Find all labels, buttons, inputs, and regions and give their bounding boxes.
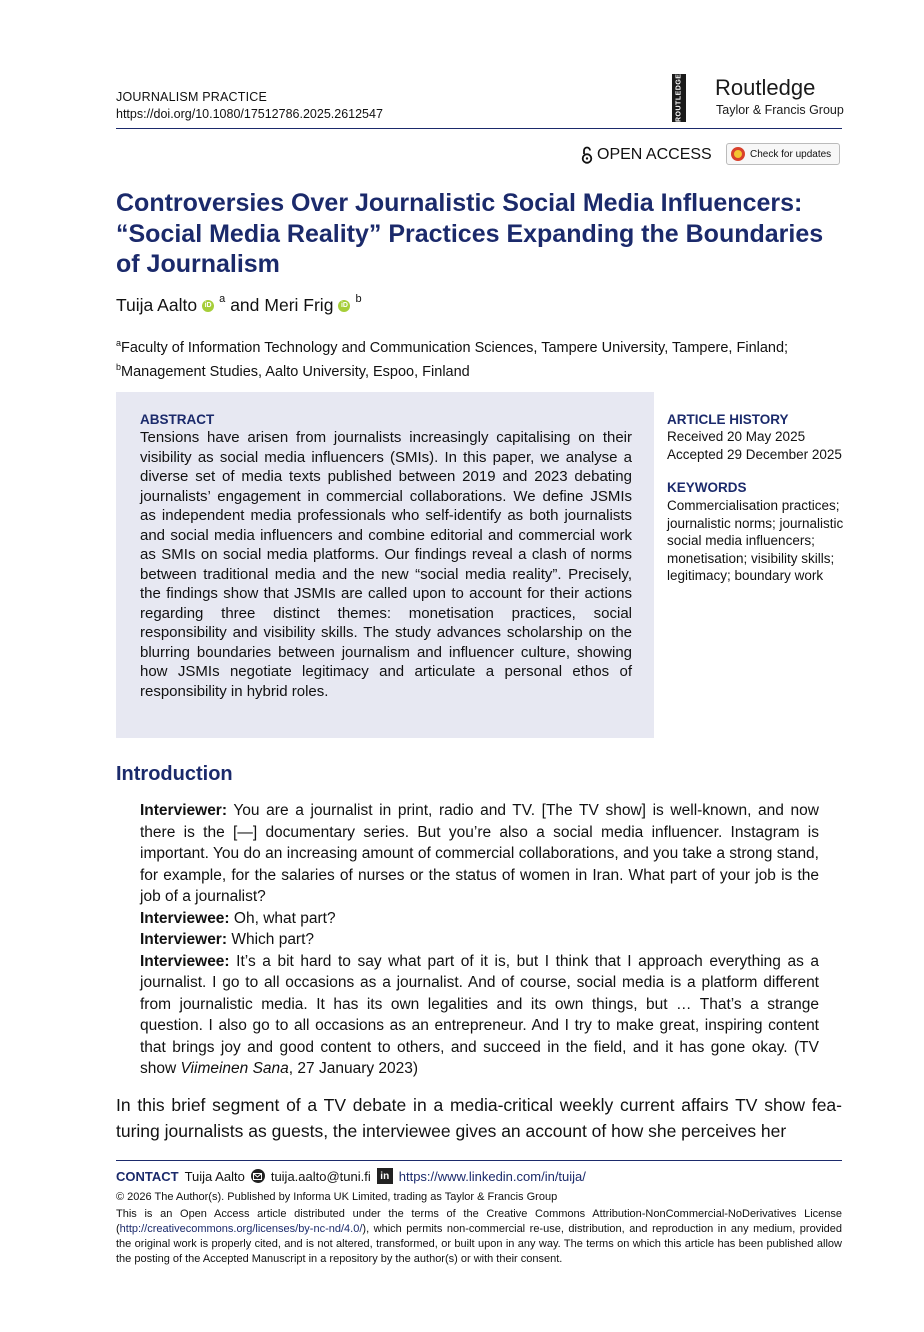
orcid-icon[interactable]: iD <box>202 300 214 312</box>
interview-excerpt <box>140 800 819 1080</box>
speaker-label: Interviewer: <box>140 931 228 948</box>
abstract-heading: ABSTRACT <box>140 412 215 427</box>
routledge-logo-mark: ROUTLEDGE <box>672 74 686 122</box>
author-affiliation-marker: b <box>355 292 362 305</box>
check-updates-label: Check for updates <box>750 148 832 160</box>
open-lock-icon <box>581 146 593 164</box>
contact-line <box>116 1168 586 1184</box>
check-for-updates-button[interactable] <box>726 143 840 165</box>
dialog-text: Oh, what part? <box>229 909 336 927</box>
affiliation-a: Faculty of Information Technology and Communication Sciences, Tampere University, Tampere, Finland; <box>121 339 789 356</box>
section-heading-introduction: Introduction <box>116 763 233 785</box>
affiliation-marker: a <box>116 338 122 348</box>
speaker-label: Interviewee: <box>140 909 230 927</box>
header-divider <box>116 128 842 129</box>
author-name[interactable]: Tuija Aalto <box>116 295 198 315</box>
affiliations <box>116 334 842 382</box>
keywords-list: Commercialisation practices; journalistic norms; journalistic social media influencers; monetisation; visibility skills; legitimacy; boundary work <box>667 498 844 583</box>
license-notice <box>116 1207 842 1267</box>
contact-name: Tuija Aalto <box>184 1168 245 1184</box>
affiliation-marker: b <box>116 361 122 372</box>
speaker-label: Interviewee: <box>140 952 230 970</box>
license-text: ), which permits non-commercial re-use, distribution, and reproduction in any medium, provided the original work is properly cited, and is not altered, transformed, or built upon in any way. The terms on which this article has been published allow the posting of the Accepted Manuscript in a repository by the author(s) or with their consent. <box>116 1223 842 1265</box>
email-icon <box>251 1169 265 1183</box>
speaker-label: Interviewer: <box>140 802 228 819</box>
open-access-badge <box>581 146 712 164</box>
author-affiliation-marker: a <box>219 292 226 305</box>
check-updates-icon <box>731 147 745 161</box>
footer-divider <box>116 1160 842 1161</box>
abstract-text: Tensions have arisen from journalists increasingly capitalising on their visibility as social media influencers (SMIs). In this paper, we analyse a diverse set of media texts published between 2019 and 2023 debating journalists’ engagement in commercial collaborations. We define JSMIs as independent media professionals who self-identify as both journalists and social media influencers and combine editorial and commercial work as SMIs on social media platforms. Our findings reveal a clash of norms between traditional media and the new “social media reality”. Precisely, the findings show that JSMIs are called upon to account for their actions regarding three distinct themes: monetisation practices, social responsibility and visibility skills. The study advances scholarship on the blurring boundaries between journalism and influencer culture, showing how JSMIs negotiate legitimacy and articulate a personal ethos of responsibility in hybrid roles. <box>140 429 632 700</box>
author-line <box>116 292 362 316</box>
dialog-citation: , 27 January 2023) <box>288 1060 419 1077</box>
author-name[interactable]: Meri Frig <box>264 295 334 315</box>
contact-label: CONTACT <box>116 1168 179 1184</box>
dialog-text: Which part? <box>227 931 315 948</box>
open-access-label: OPEN ACCESS <box>597 146 712 163</box>
journal-doi-link[interactable]: https://doi.org/10.1080/17512786.2025.2612547 <box>116 107 383 121</box>
article-title: Controversies Over Journalistic Social Media Influencers: “Social Media Reality” Practices Expanding the Boundaries of Journalism <box>116 189 824 278</box>
author-conjunction: and <box>230 295 260 315</box>
received-date: Received 20 May 2025 <box>667 429 806 444</box>
article-history-heading: ARTICLE HISTORY <box>667 412 789 427</box>
dialog-text: It’s a bit hard to say what part of it is, but I think that I approach everything as a journalist. I go to all occasions as a journalist. And of course, social media is a platform different from journalistic media. It has its own legalities and its own things, but … That’s a strange question. I also go to all occasions as an entrepreneur. And I try to make great, inspiring content that brings joy and good content to others, and succeed in the field, and it has gone okay. (TV show <box>140 952 819 1077</box>
linkedin-icon: in <box>377 1168 393 1184</box>
license-text: This is an Open Access article distributed under the terms of the Creative Commons Attribution-NonCommercial-NoDerivatives License ( <box>116 1208 842 1235</box>
accepted-date: Accepted 29 December 2025 <box>667 447 842 462</box>
publisher-subtitle: Taylor & Francis Group <box>716 103 844 117</box>
body-paragraph: In this brief segment of a TV debate in a media-critical weekly current affairs TV show featuring journalists as guests, the interviewee gives an account of how she perceives her <box>116 1095 842 1141</box>
dialog-text: You are a journalist in print, radio and TV. [The TV show] is well-known, and now there is the [—] documentary series. But you’re also a social media influencer. Instagram is important. You do an increasing amount of commercial collaborations, and you take a strong stand, for example, for the salaries of nurses or the status of women in Iran. What part of your job is the job of a journalist? <box>140 802 819 905</box>
linkedin-link[interactable]: https://www.linkedin.com/in/tuija/ <box>398 1168 586 1184</box>
copyright-notice: © 2026 The Author(s). Published by Informa UK Limited, trading as Taylor & Francis Group <box>116 1191 558 1203</box>
orcid-icon[interactable]: iD <box>338 300 350 312</box>
publisher-name: Routledge <box>715 75 816 100</box>
show-title: Viimeinen Sana <box>180 1060 289 1077</box>
journal-name: JOURNALISM PRACTICE <box>116 90 268 104</box>
keywords-heading: KEYWORDS <box>667 480 747 495</box>
contact-email[interactable]: tuija.aalto@tuni.fi <box>270 1168 371 1184</box>
license-link[interactable]: http://creativecommons.org/licenses/by-nc-nd/4.0/ <box>119 1223 363 1235</box>
affiliation-b: Management Studies, Aalto University, Espoo, Finland <box>121 363 470 380</box>
